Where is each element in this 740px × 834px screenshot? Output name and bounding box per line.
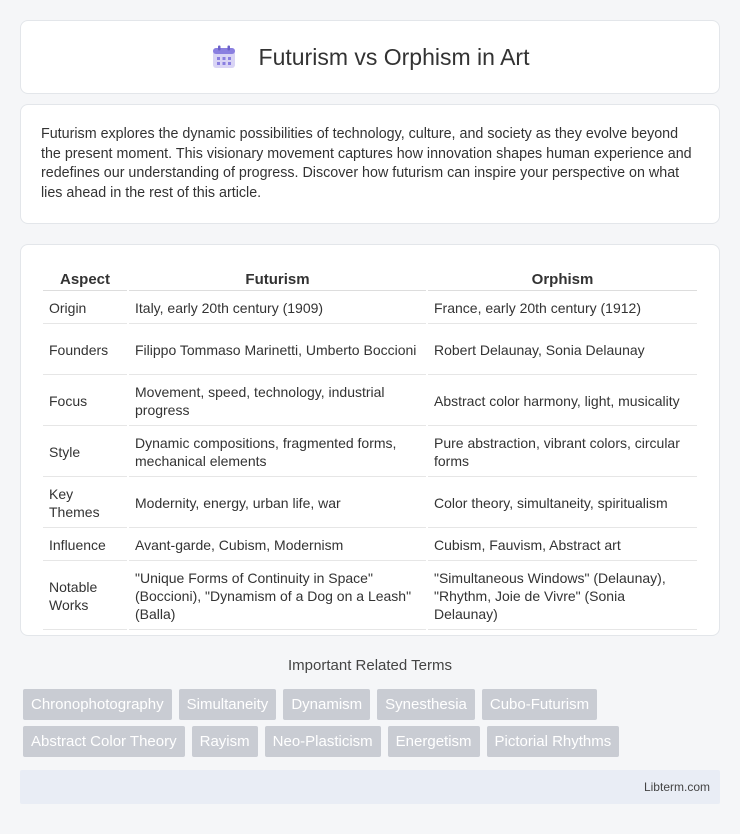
related-terms [23,689,723,763]
related-term-tag[interactable]: Pictorial Rhythms [487,726,620,757]
table-row [43,530,697,561]
header-futurism: Futurism [129,267,426,291]
cell-aspect: Style [43,428,127,477]
header-aspect: Aspect [43,267,127,291]
table-row [43,326,697,375]
table-row [43,377,697,426]
cell-futurism: Filippo Tommaso Marinetti, Umberto Boccioni [129,326,426,375]
related-term-tag[interactable]: Synesthesia [377,689,475,720]
cell-futurism: Movement, speed, technology, industrial progress [129,377,426,426]
cell-orphism: Abstract color harmony, light, musicality [428,377,697,426]
comparison-table [41,265,699,632]
table-header-row [43,267,697,291]
related-terms-row [23,689,723,720]
table-row [43,563,697,630]
header-orphism: Orphism [428,267,697,291]
page-title: Futurism vs Orphism in Art [258,43,530,70]
related-term-tag[interactable]: Energetism [388,726,480,757]
cell-aspect: Key Themes [43,479,127,528]
cell-aspect: Founders [43,326,127,375]
footer-site-link[interactable]: Libterm.com [643,780,710,794]
related-term-tag[interactable]: Dynamism [283,689,370,720]
cell-aspect: Focus [43,377,127,426]
cell-orphism: Pure abstraction, vibrant colors, circular forms [428,428,697,477]
cell-aspect: Origin [43,293,127,324]
cell-orphism: France, early 20th century (1912) [428,293,697,324]
cell-aspect: Influence [43,530,127,561]
related-term-tag[interactable]: Abstract Color Theory [23,726,185,757]
related-term-tag[interactable]: Chronophotography [23,689,172,720]
cell-orphism: "Simultaneous Windows" (Delaunay), "Rhythm, Joie de Vivre" (Sonia Delaunay) [428,563,697,630]
related-term-tag[interactable]: Cubo-Futurism [482,689,597,720]
cell-orphism: Cubism, Fauvism, Abstract art [428,530,697,561]
cell-orphism: Robert Delaunay, Sonia Delaunay [428,326,697,375]
calendar-icon [211,44,237,70]
cell-futurism: Modernity, energy, urban life, war [129,479,426,528]
comparison-card [20,244,720,636]
cell-futurism: "Unique Forms of Continuity in Space" (Boccioni), "Dynamism of a Dog on a Leash" (Balla) [129,563,426,630]
footer [20,770,720,804]
intro-card [20,104,720,224]
table-row [43,293,697,324]
title-card [20,20,720,94]
related-term-tag[interactable]: Neo-Plasticism [265,726,381,757]
related-term-tag[interactable]: Rayism [192,726,258,757]
related-terms-title: Important Related Terms [288,657,452,674]
table-row [43,479,697,528]
cell-futurism: Avant-garde, Cubism, Modernism [129,530,426,561]
cell-orphism: Color theory, simultaneity, spiritualism [428,479,697,528]
table-row [43,428,697,477]
related-term-tag[interactable]: Simultaneity [179,689,277,720]
intro-text: Futurism explores the dynamic possibilities of technology, culture, and society as they evolve beyond the present moment. This visionary movement captures how innovation shapes human experience and redefines our understanding of progress. Discover how futurism can inspire your perspective on what lies ahead in the rest of this article. [41,126,692,201]
cell-futurism: Italy, early 20th century (1909) [129,293,426,324]
cell-futurism: Dynamic compositions, fragmented forms, mechanical elements [129,428,426,477]
related-terms-row [23,726,723,757]
cell-aspect: Notable Works [43,563,127,630]
